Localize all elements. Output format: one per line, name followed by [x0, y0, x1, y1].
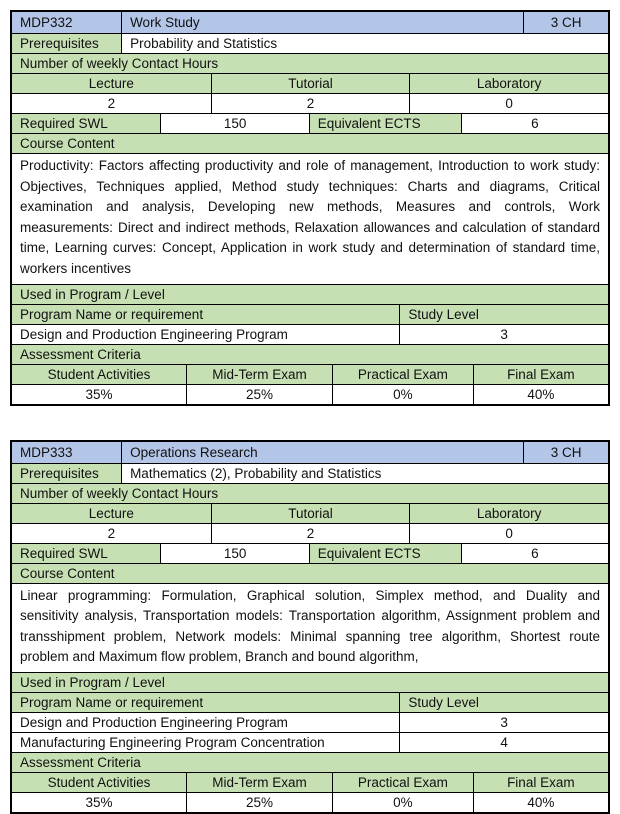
swl-row	[12, 543, 608, 563]
contact-hours-values-row	[12, 93, 608, 113]
course-content-row	[12, 583, 608, 672]
equivalent-ects-label: Equivalent ECTS	[309, 544, 461, 563]
assessment-labels-row	[12, 772, 608, 792]
used-in-header: Used in Program / Level	[12, 673, 608, 692]
mid-term-exam-value: 25%	[186, 385, 332, 404]
laboratory-value: 0	[409, 524, 608, 543]
program-name-label: Program Name or requirement	[12, 693, 399, 712]
assessment-values-row	[12, 792, 608, 812]
study-level-value: 4	[399, 733, 608, 752]
lecture-value: 2	[107, 525, 116, 541]
required-swl-value: 150	[160, 544, 308, 563]
program-header-row	[12, 304, 608, 324]
practical-exam-label: Practical Exam	[332, 773, 473, 792]
mid-term-exam-label: Mid-Term Exam	[186, 773, 332, 792]
assessment-header-row	[12, 344, 608, 364]
study-level-value: 3	[399, 713, 608, 732]
lecture-label: Lecture	[12, 74, 211, 93]
equivalent-ects-value: 6	[461, 114, 608, 133]
course-content-row	[12, 153, 608, 284]
prerequisites-row	[12, 463, 608, 483]
study-level-label: Study Level	[399, 693, 608, 712]
equivalent-ects-label: Equivalent ECTS	[309, 114, 461, 133]
swl-row	[12, 113, 608, 133]
final-exam-value: 40%	[473, 793, 608, 812]
required-swl-value: 150	[160, 114, 308, 133]
tutorial-label: Tutorial	[211, 74, 410, 93]
mid-term-exam-label: Mid-Term Exam	[186, 365, 332, 384]
course-header-row	[12, 12, 608, 33]
used-in-header-row	[12, 284, 608, 304]
program-name-value: Design and Production Engineering Program	[20, 326, 288, 342]
assessment-header-row	[12, 752, 608, 772]
credit-hours: 3 CH	[523, 442, 608, 463]
assessment-labels-row	[12, 364, 608, 384]
used-in-header: Used in Program / Level	[12, 285, 608, 304]
used-in-header-row	[12, 672, 608, 692]
course-content-header-row	[12, 133, 608, 153]
lecture-value: 2	[107, 96, 116, 111]
final-exam-value: 40%	[473, 385, 608, 404]
prerequisites-row	[12, 33, 608, 53]
course-table-mdp332	[10, 10, 610, 406]
course-code: MDP333	[12, 442, 121, 463]
contact-hours-header-row	[12, 483, 608, 503]
mid-term-exam-value: 25%	[186, 793, 332, 812]
course-content-header-row	[12, 563, 608, 583]
contact-hours-header-row	[12, 53, 608, 73]
course-content-text: Productivity: Factors affecting productivity and role of management, Introduction to work study: Objectives, Techniques applied, Method study techniques: Charts and diagrams, Critical examination and analysis, Developing new methods, Measures and controls, Work measurements: Direct and indirect methods, Relaxation allowances and calculation of standard time, Learning curves: Concept, Application in work study and determination of standard time, workers incentives	[20, 158, 600, 276]
required-swl-label: Required SWL	[12, 544, 160, 563]
lecture-label: Lecture	[12, 504, 211, 523]
practical-exam-value: 0%	[332, 793, 473, 812]
program-header-row	[12, 692, 608, 712]
course-code: MDP332	[12, 12, 121, 33]
prerequisites-label: Prerequisites	[12, 34, 121, 53]
assessment-header: Assessment Criteria	[12, 345, 608, 364]
practical-exam-label: Practical Exam	[332, 365, 473, 384]
course-content-header: Course Content	[12, 134, 608, 153]
tutorial-value: 2	[211, 94, 410, 113]
credit-hours: 3 CH	[523, 12, 608, 33]
contact-hours-header: Number of weekly Contact Hours	[12, 54, 608, 73]
program-name-value: Design and Production Engineering Program	[20, 714, 288, 730]
course-content-text: Linear programming: Formulation, Graphical solution, Simplex method, and Duality and sensitivity analysis, Transportation models: Transportation algorithm, Assignment problem and transshipment problem, Network models: Minimal spanning tree algorithm, Shortest route problem and Maximum flow problem, Branch and bound algorithm,	[20, 587, 600, 665]
assessment-header: Assessment Criteria	[12, 753, 608, 772]
course-title: Operations Research	[121, 442, 523, 463]
course-title: Work Study	[121, 12, 523, 33]
student-activities-label: Student Activities	[12, 365, 186, 384]
assessment-values-row	[12, 384, 608, 404]
laboratory-label: Laboratory	[409, 504, 608, 523]
course-content-header: Course Content	[12, 564, 608, 583]
program-name-label: Program Name or requirement	[12, 305, 399, 324]
program-row	[12, 324, 608, 344]
laboratory-label: Laboratory	[409, 74, 608, 93]
contact-hours-labels-row	[12, 503, 608, 523]
tutorial-value: 2	[211, 524, 410, 543]
prerequisites-value: Probability and Statistics	[121, 34, 608, 53]
contact-hours-labels-row	[12, 73, 608, 93]
laboratory-value: 0	[409, 94, 608, 113]
prerequisites-label: Prerequisites	[12, 464, 121, 483]
student-activities-value: 35%	[85, 794, 113, 810]
required-swl-label: Required SWL	[12, 114, 160, 133]
study-level-label: Study Level	[399, 305, 608, 324]
student-activities-label: Student Activities	[12, 773, 186, 792]
course-header-row	[12, 442, 608, 463]
practical-exam-value: 0%	[332, 385, 473, 404]
course-table-mdp333	[10, 440, 610, 814]
program-name-value: Manufacturing Engineering Program Concentration	[20, 734, 325, 750]
student-activities-value: 35%	[85, 386, 113, 402]
contact-hours-values-row	[12, 523, 608, 543]
contact-hours-header: Number of weekly Contact Hours	[12, 484, 608, 503]
final-exam-label: Final Exam	[473, 773, 608, 792]
equivalent-ects-value: 6	[461, 544, 608, 563]
prerequisites-value: Mathematics (2), Probability and Statistics	[121, 464, 608, 483]
tutorial-label: Tutorial	[211, 504, 410, 523]
final-exam-label: Final Exam	[473, 365, 608, 384]
program-row	[12, 732, 608, 752]
study-level-value: 3	[399, 325, 608, 344]
